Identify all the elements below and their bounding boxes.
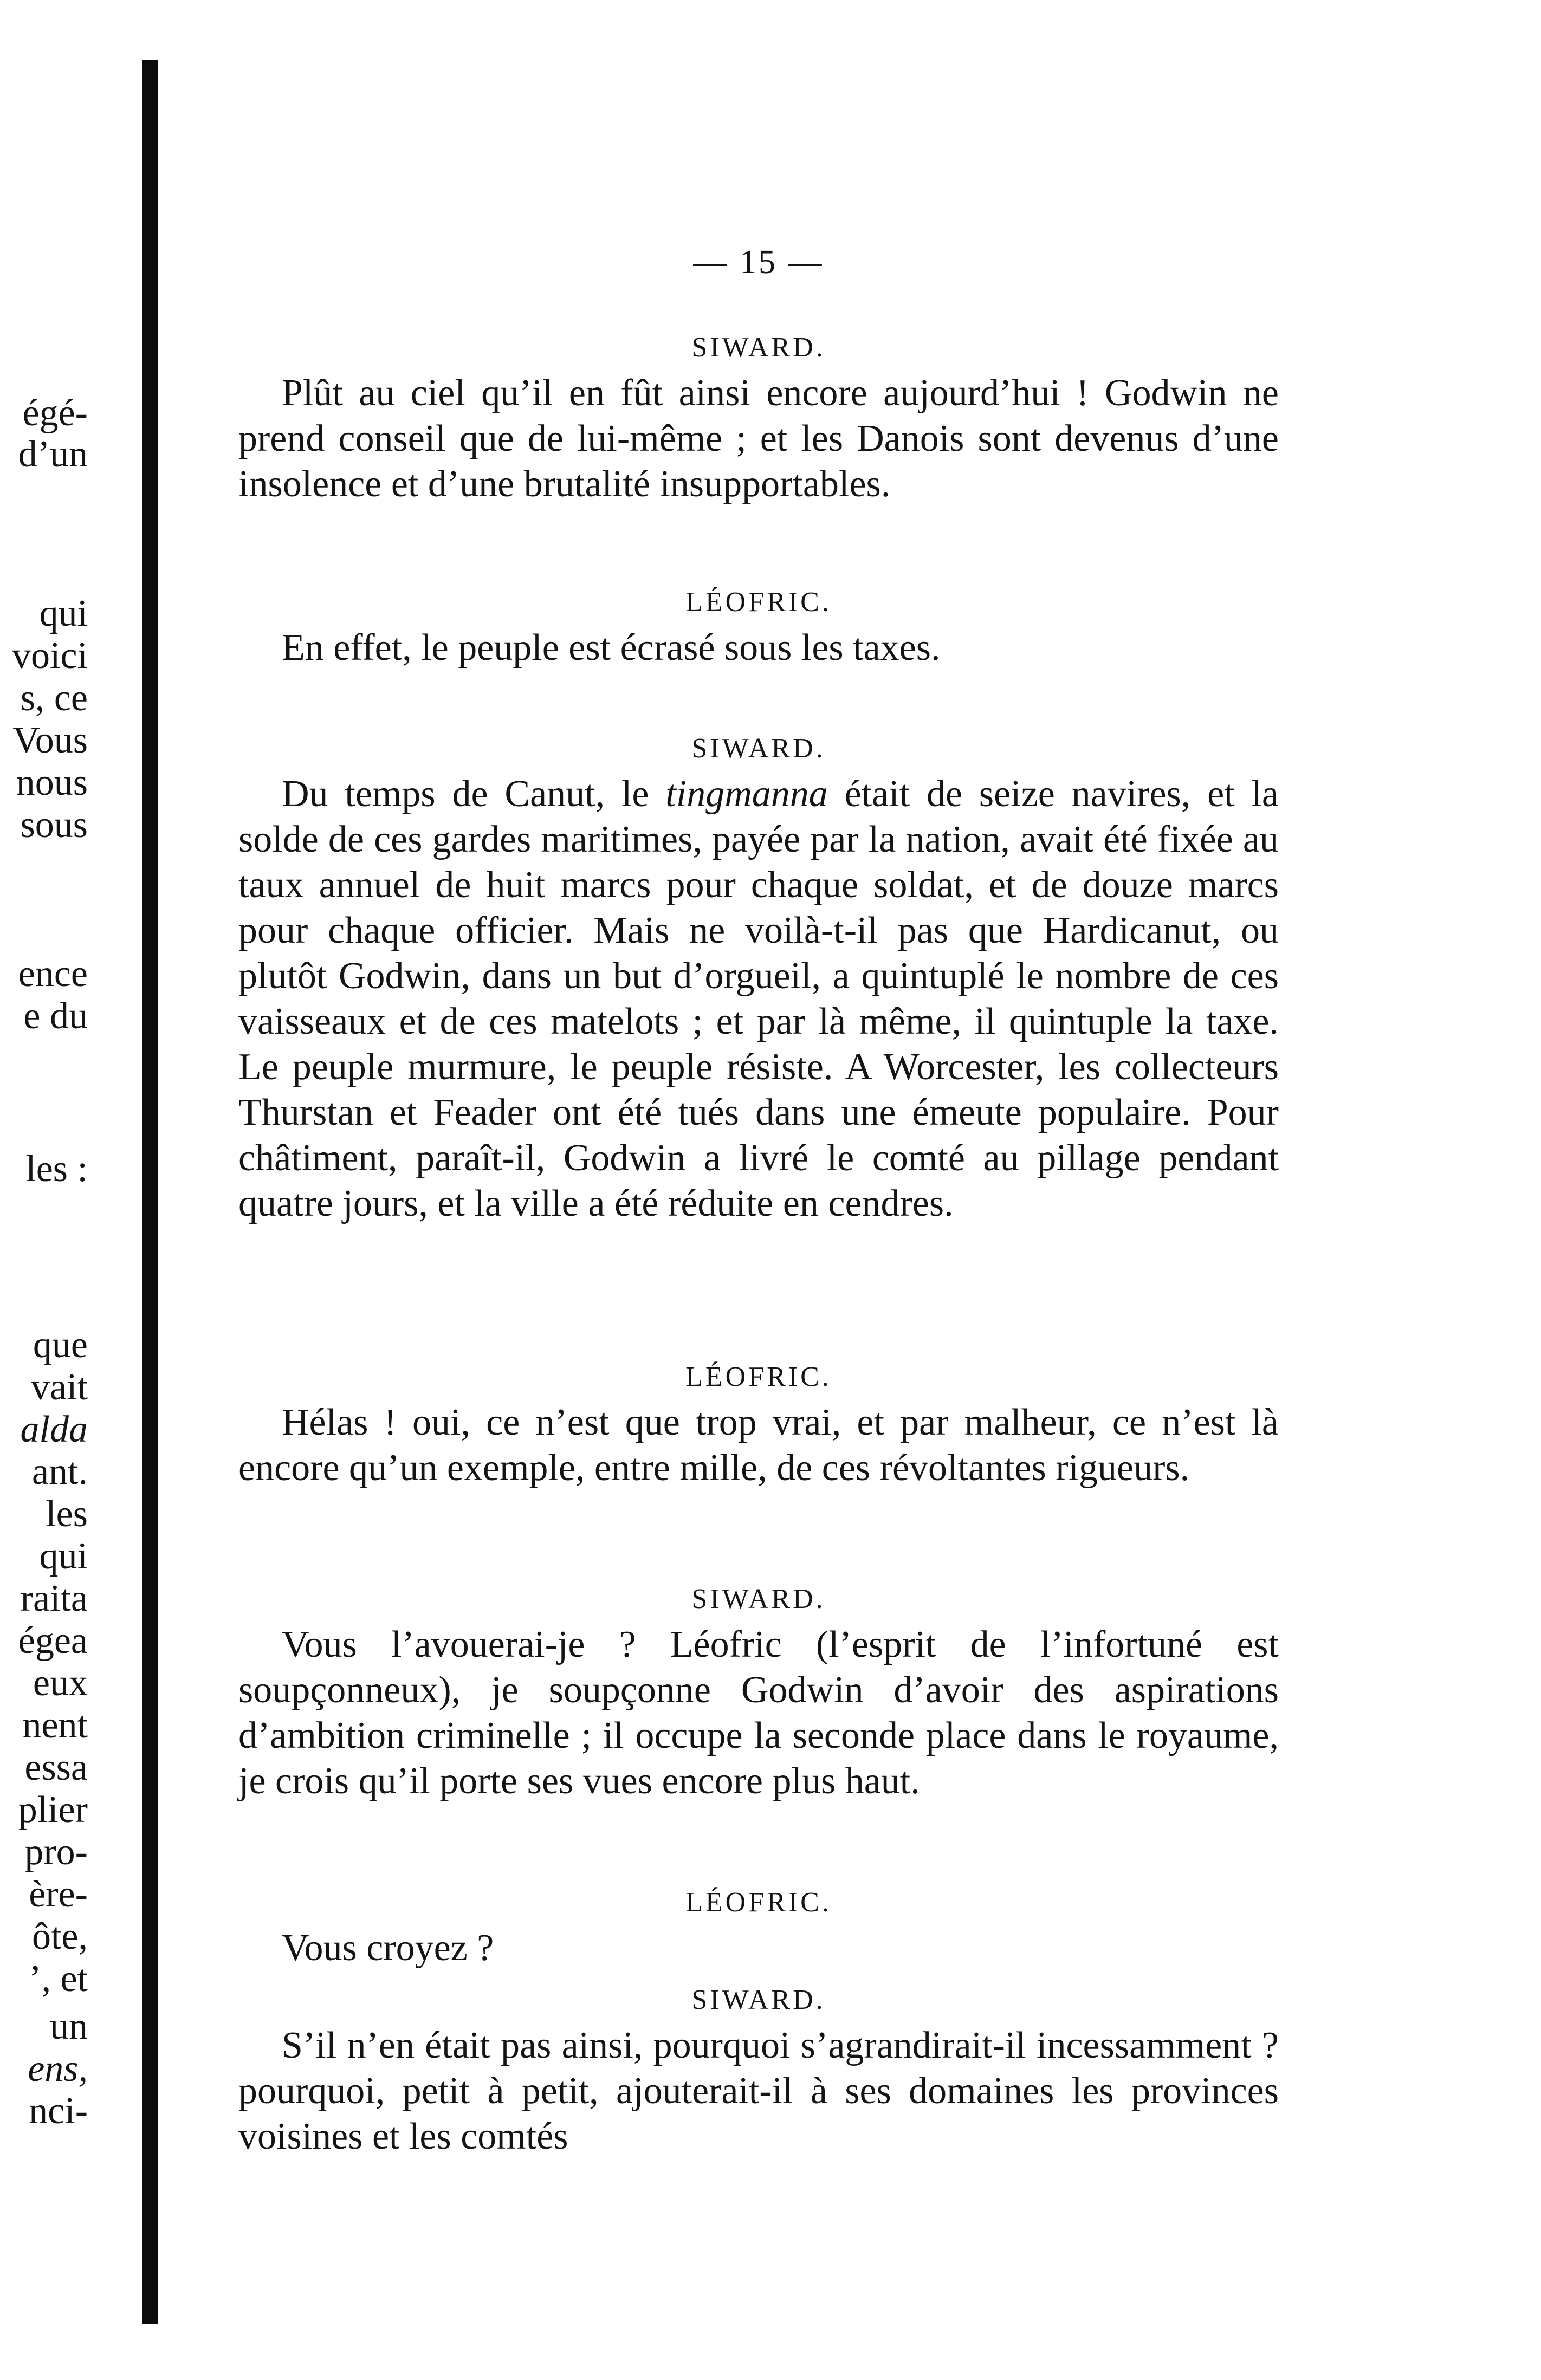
facing-line: alda: [20, 1409, 88, 1450]
facing-line: un: [50, 2006, 88, 2047]
page-number: — 15 —: [693, 244, 824, 281]
binding-gutter: [142, 60, 158, 2324]
facing-line: ère-: [29, 1873, 88, 1915]
facing-line: essa: [24, 1747, 88, 1788]
dialogue-text: [238, 771, 1279, 1227]
facing-line: ant.: [31, 1451, 88, 1493]
dialogue-text: Plût au ciel qu’il en fût ainsi encore aujourd’hui ! Godwin ne prend conseil que de lui-même ; et les Danois sont devenus d’une insolence et d’une brutalité insupportables.: [238, 372, 1279, 505]
dialogue-text: En effet, le peuple est écrasé sous les taxes.: [282, 627, 941, 669]
dialogue-text: S’il n’en était pas ainsi, pourquoi s’agrandirait-il incessamment ? pourquoi, petit à petit, ajouterait-il à ses domaines les provinces voisines et les comtés: [238, 2025, 1279, 2157]
facing-line: les :: [25, 1148, 88, 1190]
dialogue-text-part: était de seize navires, et la solde de ces gardes maritimes, payée par la nation, avait été fixée au taux annuel de huit marcs pour chaque soldat, et de douze marcs pour chaque officier. Mais ne voilà-t-il pas que Hardicanut, ou plutôt Godwin, dans un but d’orgueil, a quintuplé le nombre de ces vaisseaux et de ces matelots ; et par là même, il quintuple la taxe. Le peuple murmure, le peuple résiste. A Worcester, les collecteurs Thurstan et Feader ont été tués dans une émeute populaire. Pour châtiment, paraît-il, Godwin a livré le comté au pillage pendant quatre jours, et la ville a été réduite en cendres.: [238, 773, 1279, 1224]
facing-line: que: [33, 1324, 88, 1366]
facing-line: ens,: [28, 2048, 88, 2090]
facing-line: pro-: [24, 1831, 88, 1873]
facing-line: voici: [12, 635, 88, 677]
facing-line: e du: [23, 995, 88, 1037]
facing-line: qui: [39, 1535, 88, 1577]
facing-line: qui: [39, 593, 88, 634]
speaker-name: LÉOFRIC.: [685, 1361, 832, 1392]
dialogue-block-6: [238, 1880, 1279, 1971]
speaker-name: SIWARD.: [691, 1584, 826, 1614]
dialogue-text-part: Du temps de Canut, le: [282, 773, 666, 815]
speaker-name: SIWARD.: [691, 332, 826, 363]
speaker-name: LÉOFRIC.: [685, 587, 832, 618]
dialogue-text: Vous l’avouerai-je ? Léofric (l’esprit de l’infortuné est soupçonneux), je soupçonne Godwin d’avoir des aspirations d’ambition criminelle ; il occupe la seconde place dans le royaume, je crois qu’il porte ses vues encore plus haut.: [238, 1624, 1279, 1802]
speaker-name: SIWARD.: [691, 733, 826, 764]
dialogue-block-5: [238, 1577, 1279, 1804]
facing-line: nous: [16, 762, 88, 803]
dialogue-text: Hélas ! oui, ce n’est que trop vrai, et par malheur, ce n’est là encore qu’un exemple, entre mille, de ces révoltantes rigueurs.: [238, 1402, 1279, 1489]
facing-line: ôte,: [31, 1916, 88, 1957]
facing-line: plier: [18, 1789, 88, 1831]
dialogue-block-1: [238, 325, 1279, 507]
facing-line: vait: [31, 1366, 88, 1408]
facing-line: Vous: [12, 719, 88, 761]
facing-line: nci-: [29, 2090, 88, 2132]
facing-line: égé-: [22, 392, 88, 434]
dialogue-text-italic: tingmanna: [665, 773, 828, 815]
facing-line: raita: [20, 1578, 88, 1619]
facing-line: ence: [18, 953, 88, 995]
facing-page-fragment: [0, 0, 135, 2380]
facing-line: s, ce: [20, 677, 88, 719]
facing-line: ’, et: [29, 1958, 88, 2000]
dialogue-text: Vous croyez ?: [282, 1927, 494, 1969]
dialogue-block-4: [238, 1354, 1279, 1491]
dialogue-block-2: [238, 580, 1279, 671]
speaker-name: SIWARD.: [691, 1985, 826, 2015]
facing-line: nent: [22, 1704, 88, 1746]
dialogue-block-7: [238, 1977, 1279, 2159]
dialogue-block-3: [238, 726, 1279, 1227]
facing-line: eux: [33, 1662, 88, 1704]
facing-line: égea: [18, 1620, 88, 1662]
facing-line: d’un: [18, 433, 88, 475]
speaker-name: LÉOFRIC.: [685, 1887, 832, 1918]
facing-line: sous: [20, 804, 88, 846]
facing-line: les: [46, 1493, 88, 1535]
